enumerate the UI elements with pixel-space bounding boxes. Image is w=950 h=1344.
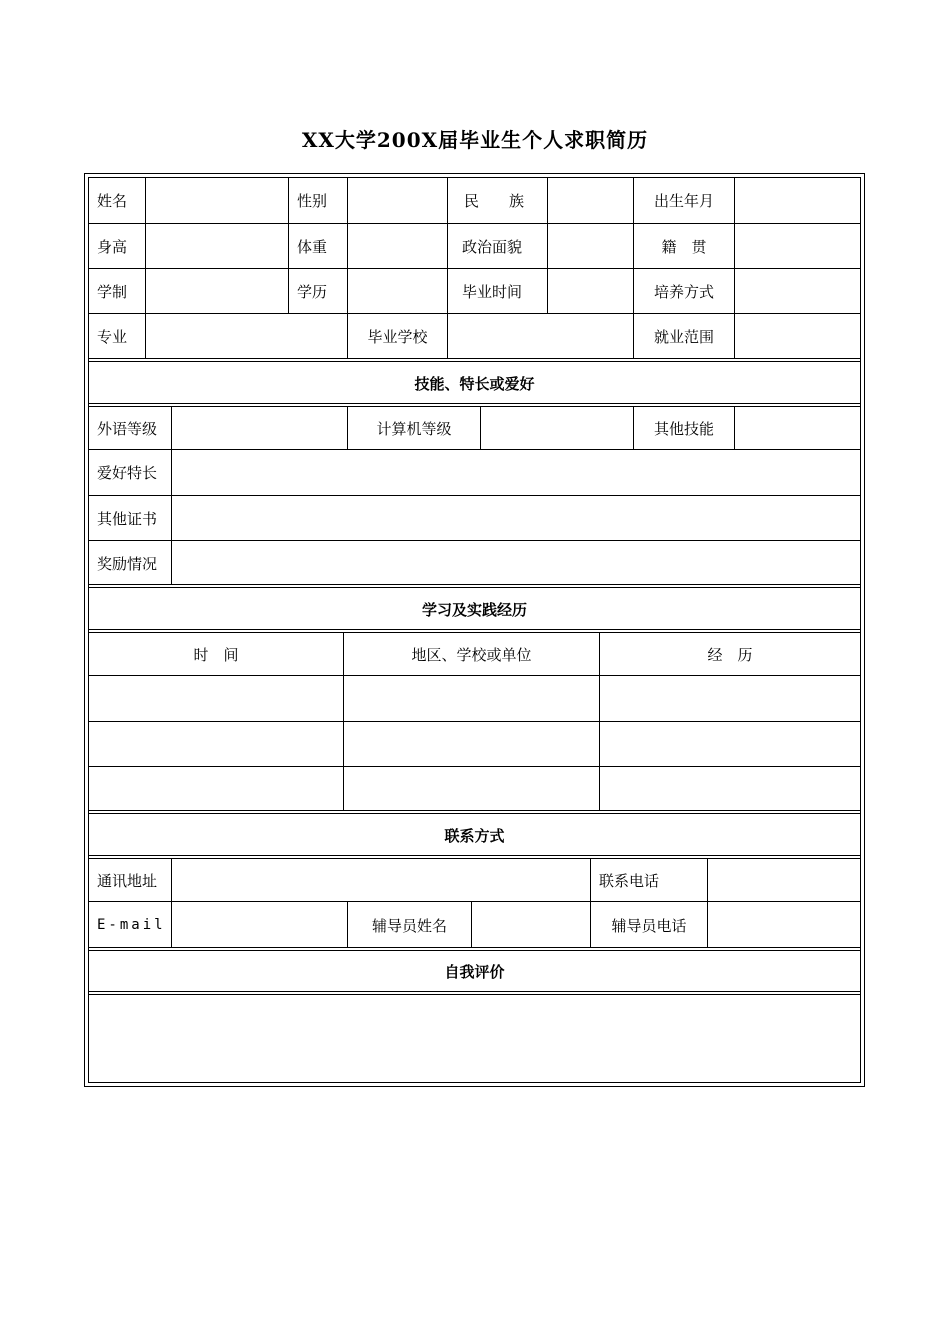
- resume-form: [84, 173, 865, 1087]
- label-graduation-time: 毕业时间: [448, 269, 548, 313]
- label-education: 学历: [289, 269, 348, 313]
- label-phone: 联系电话: [591, 859, 708, 901]
- column-place: 地区、学校或单位: [344, 633, 600, 675]
- label-schooling-length: 学制: [89, 269, 146, 313]
- skills-row-1: [89, 407, 860, 450]
- self-eval-field[interactable]: [89, 995, 860, 1082]
- label-certificates: 其他证书: [89, 496, 172, 540]
- hobbies-field[interactable]: [172, 450, 860, 495]
- experience-section-header: 学习及实践经历: [421, 600, 527, 619]
- experience-cell[interactable]: [600, 722, 860, 766]
- foreign-language-field[interactable]: [172, 407, 348, 449]
- label-other-skills: 其他技能: [634, 407, 735, 449]
- label-school: 毕业学校: [348, 314, 448, 359]
- schooling-length-field[interactable]: [146, 269, 289, 313]
- gender-field[interactable]: [348, 178, 448, 223]
- experience-cell[interactable]: [600, 767, 860, 811]
- political-field[interactable]: [548, 224, 634, 268]
- place-cell[interactable]: [344, 676, 600, 721]
- basic-row-3: [89, 269, 860, 314]
- column-time: 时 间: [89, 633, 344, 675]
- label-training-mode: 培养方式: [634, 269, 735, 313]
- skills-row-3: [89, 496, 860, 541]
- self-eval-section-header: 自我评价: [444, 963, 505, 981]
- table-row: [89, 767, 860, 811]
- time-cell[interactable]: [89, 722, 344, 766]
- place-cell[interactable]: [344, 767, 600, 811]
- resume-form-inner: [88, 177, 861, 1083]
- label-awards: 奖励情况: [89, 541, 172, 585]
- email-field[interactable]: [172, 902, 348, 948]
- certificates-field[interactable]: [172, 496, 860, 540]
- name-field[interactable]: [146, 178, 289, 223]
- other-skills-field[interactable]: [735, 407, 860, 449]
- contact-row-2: [89, 902, 860, 948]
- label-birth: 出生年月: [634, 178, 735, 223]
- contact-row-1: [89, 859, 860, 902]
- birth-field[interactable]: [735, 178, 860, 223]
- training-mode-field[interactable]: [735, 269, 860, 313]
- label-employment-scope: 就业范围: [634, 314, 735, 359]
- page-title: XX大学200X届毕业生个人求职简历: [301, 128, 649, 152]
- height-field[interactable]: [146, 224, 289, 268]
- skills-section-header: 技能、特长或爱好: [414, 374, 535, 393]
- label-hobbies: 爱好特长: [89, 450, 172, 495]
- label-counselor-phone: 辅导员电话: [591, 902, 708, 948]
- label-native-place: 籍 贯: [634, 224, 735, 268]
- table-row: [89, 676, 860, 722]
- label-weight: 体重: [289, 224, 348, 268]
- computer-level-field[interactable]: [481, 407, 634, 449]
- time-cell[interactable]: [89, 676, 344, 721]
- label-political: 政治面貌: [448, 224, 548, 268]
- address-field[interactable]: [172, 859, 591, 901]
- counselor-phone-field[interactable]: [708, 902, 860, 948]
- label-gender: 性别: [289, 178, 348, 223]
- native-place-field[interactable]: [735, 224, 860, 268]
- label-foreign-language: 外语等级: [89, 407, 172, 449]
- contact-section-header: 联系方式: [444, 826, 505, 845]
- weight-field[interactable]: [348, 224, 448, 268]
- label-height: 身高: [89, 224, 146, 268]
- skills-row-2: [89, 450, 860, 496]
- awards-field[interactable]: [172, 541, 860, 585]
- time-cell[interactable]: [89, 767, 344, 811]
- label-counselor-name: 辅导员姓名: [348, 902, 472, 948]
- label-ethnicity: 民 族: [448, 178, 548, 223]
- label-address: 通讯地址: [89, 859, 172, 901]
- ethnicity-field[interactable]: [548, 178, 634, 223]
- label-major: 专业: [89, 314, 146, 359]
- label-name: 姓名: [89, 178, 146, 223]
- graduation-time-field[interactable]: [548, 269, 634, 313]
- basic-row-4: [89, 314, 860, 359]
- label-email: E-mail: [89, 902, 172, 948]
- skills-row-4: [89, 541, 860, 585]
- experience-cell[interactable]: [600, 676, 860, 721]
- experience-header-row: [89, 633, 860, 676]
- phone-field[interactable]: [708, 859, 860, 901]
- counselor-name-field[interactable]: [472, 902, 591, 948]
- basic-row-2: [89, 224, 860, 269]
- education-field[interactable]: [348, 269, 448, 313]
- school-field[interactable]: [448, 314, 634, 359]
- basic-row-1: [89, 178, 860, 224]
- place-cell[interactable]: [344, 722, 600, 766]
- major-field[interactable]: [146, 314, 348, 359]
- employment-scope-field[interactable]: [735, 314, 860, 359]
- label-computer-level: 计算机等级: [348, 407, 481, 449]
- column-experience: 经 历: [707, 645, 753, 664]
- table-row: [89, 722, 860, 767]
